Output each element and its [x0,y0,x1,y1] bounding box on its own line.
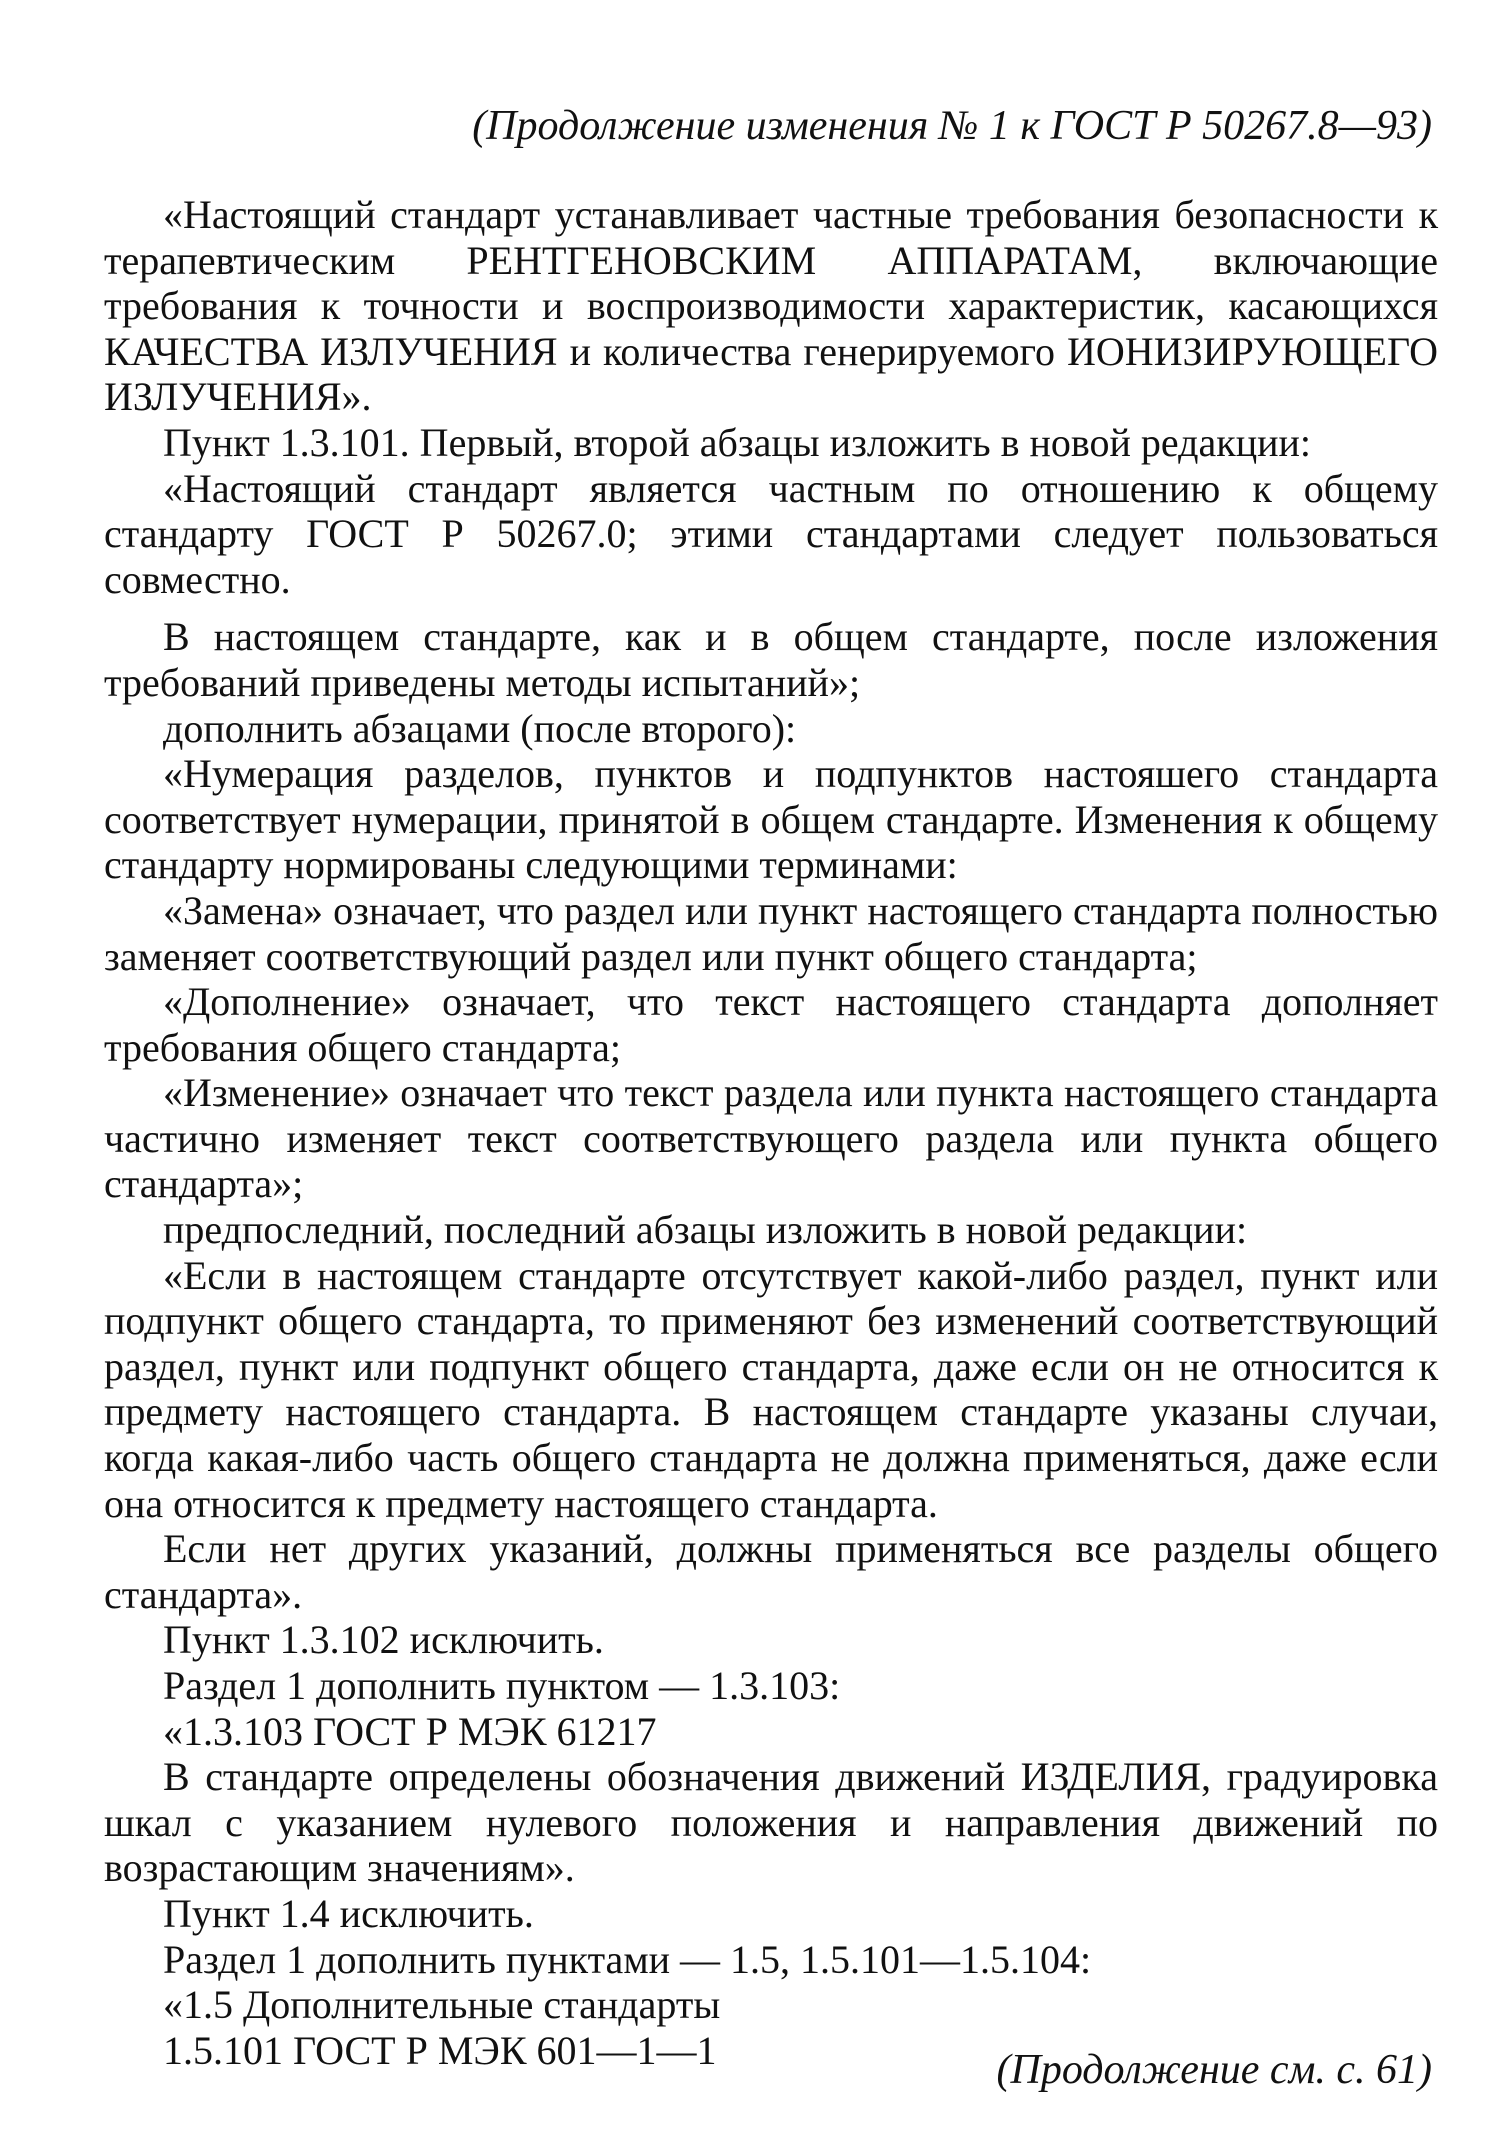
paragraph-section-1-add-1-3-103: Раздел 1 дополнить пунктом — 1.3.103: [163,1663,841,1708]
paragraph-item-1-3-101: Пункт 1.3.101. Первый, второй абзацы изложить в новой редакции: [163,419,1312,465]
paragraph-last-paragraphs-instruction: предпоследний, последний абзацы изложить в новой редакции: [163,1207,1248,1253]
paragraph-test-methods: В настоящем стандарте, как и в общем стандарте, после изложения требований приведены методы испытаний»; [104,614,1438,705]
paragraph-term-replacement: «Замена» означает, что раздел или пункт настоящего стандарта полностью заменяет соответствующий раздел или пункт общего стандарта; [104,887,1438,979]
page-header-continuation: (Продолжение изменения № 1 к ГОСТ Р 50267.8—93) [472,103,1432,149]
paragraph-1-5-101: 1.5.101 ГОСТ Р МЭК 601—1—1 [163,2027,717,2073]
paragraph-item-1-3-102: Пункт 1.3.102 исключить. [163,1617,604,1663]
paragraph-additional-standards: «1.5 Дополнительные стандарты [163,1982,721,2028]
paragraph-term-amendment: «Изменение» означает что текст раздела или пункта настоящего стандарта частично изменяет текст соответствующего раздела или пункта общего стандарта»; [104,1070,1438,1207]
paragraph-term-addition: «Дополнение» означает, что текст настоящего стандарта дополняет требования общего стандарта; [104,979,1438,1070]
paragraph-numbering: «Нумерация разделов, пунктов и подпунктов настояшего стандарта соответствует нумерации, принятой в общем стандарте. Изменения к общему стандарту нормированы следующими терминами: [104,751,1438,888]
paragraph-standard-relation: «Настоящий стандарт является частным по отношению к общему стандарту ГОСТ Р 50267.0; этими стандартами следует пользоваться совместно. [104,465,1438,602]
paragraph-supplement-instruction: дополнить абзацами (после второго): [163,705,797,751]
paragraph-movement-designations: В стандарте определены обозначения движений ИЗДЕЛИЯ, градуировка шкал с указанием нулевого положения и направления движений по возрастающим значениям». [104,1754,1438,1891]
paragraph-item-1-4: Пункт 1.4 исключить. [163,1890,534,1936]
paragraph-gost-61217: «1.3.103 ГОСТ Р МЭК 61217 [163,1708,657,1754]
document-body [104,192,1438,2073]
paragraph-section-1-add-1-5: Раздел 1 дополнить пунктами — 1.5, 1.5.101—1.5.104: [163,1936,1092,1982]
page-footer-continuation: (Продолжение см. с. 61) [996,2047,1432,2093]
paragraph-missing-sections: «Если в настоящем стандарте отсутствует какой-либо раздел, пункт или подпункт общего стандарта, то применяют без изменений соответствующий раздел, пункт или подпункт общего стандарта, даже если он не относится к предмету настоящего стандарта. В настоящем стандарте указаны случаи, когда какая-либо часть общего стандарта не должна применяться, даже если она относится к предмету настоящего стандарта. [104,1252,1438,1526]
paragraph-all-sections-apply: Если нет других указаний, должны применяться все разделы общего стандарта». [104,1526,1438,1617]
paragraph-scope: «Настоящий стандарт устанавливает частные требования безопасности к терапевтическим РЕНТГЕНОВСКИМ АППАРАТАМ, включающие требования к точности и воспроизводимости характеристик, касающихся КАЧЕСТВА ИЗЛУЧЕНИЯ и количества генерируемого ИОНИЗИРУЮЩЕГО ИЗЛУЧЕНИЯ». [104,192,1438,420]
